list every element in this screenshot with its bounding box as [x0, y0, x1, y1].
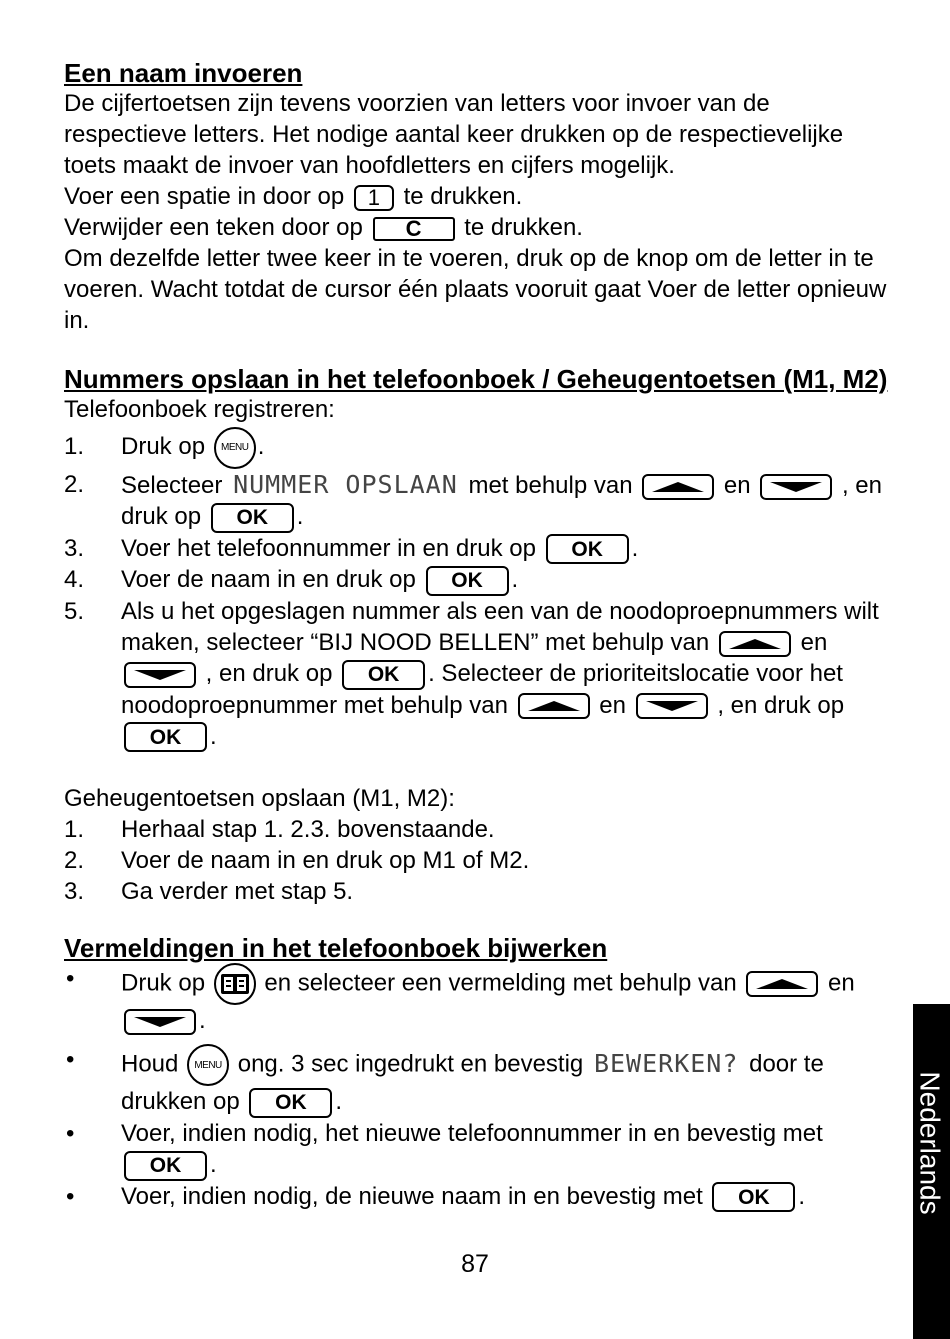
step-4: 4. Voer de naam in en druk op OK . — [64, 564, 888, 596]
phonebook-key-icon — [214, 963, 256, 1005]
ok-key-icon: OK — [249, 1088, 332, 1118]
language-tab-label: Nederlands — [915, 1070, 947, 1215]
memory-step-1: 1. Herhaal stap 1. 2.3. bovenstaande. — [64, 816, 495, 844]
up-arrow-key-icon — [518, 693, 590, 719]
ok-key-icon: OK — [712, 1182, 795, 1212]
step-5: 5. Als u het opgeslagen nummer als een van de noodoproepnummers wilt maken, selecteer “BIJ NOOD BELLEN” met behulp van en , en druk op OK . Selecteer de prioriteitslocatie voor het noodoproepnummer met behulp van en , en druk op OK . — [64, 596, 888, 752]
phonebook-steps — [64, 425, 888, 752]
page-number: 87 — [461, 1250, 489, 1278]
menu-key-icon: MENU — [214, 427, 256, 469]
step-2: 2. Selecteer NUMMER OPSLAAN met behulp van en , en druk op OK . — [64, 469, 888, 533]
up-arrow-key-icon — [746, 971, 818, 997]
edit-bullet-3: • Voer, indien nodig, het nieuwe telefoonnummer in en bevestig met OK . — [64, 1118, 888, 1181]
edit-bullets — [64, 963, 888, 1212]
key-c-icon: C — [373, 217, 455, 241]
ok-key-icon: OK — [342, 660, 425, 690]
down-arrow-key-icon — [636, 693, 708, 719]
edit-bullet-1: • Druk op en selecteer een vermelding met behulp van en . — [66, 965, 855, 1035]
phonebook-register-intro: Telefoonboek registreren: — [64, 396, 335, 423]
memory-step-2: 2. Voer de naam in en druk op M1 of M2. — [64, 847, 530, 875]
lcd-text-nummer-opslaan: NUMMER OPSLAAN — [233, 470, 458, 499]
up-arrow-key-icon — [719, 631, 791, 657]
manual-page — [64, 58, 888, 1212]
step-3: 3. Voer het telefoonnummer in en druk op OK . — [64, 533, 888, 565]
memory-keys-intro: Geheugentoetsen opslaan (M1, M2): — [64, 785, 455, 813]
ok-key-icon: OK — [211, 503, 294, 533]
delete-instruction: Verwijder een teken door op C te drukken. — [64, 214, 583, 242]
name-entry-description: De cijfertoetsen zijn tevens voorzien van letters voor invoer van de respectieve letters. Het nodige aantal keer drukken op de respectievelijke toets maakt de invoer van hoofdletters en cijfers mogelijk. — [64, 90, 844, 179]
step-1: 1. Druk op MENU . — [64, 425, 888, 469]
lcd-text-bewerken: BEWERKEN? — [593, 1048, 739, 1078]
up-arrow-key-icon — [642, 474, 714, 500]
down-arrow-key-icon — [124, 1009, 196, 1035]
down-arrow-key-icon — [760, 474, 832, 500]
down-arrow-key-icon — [124, 662, 196, 688]
section-title-name-entry: Een naam invoeren — [64, 58, 303, 88]
ok-key-icon: OK — [546, 534, 629, 564]
edit-bullet-2: • Houd MENU ong. 3 sec ingedrukt en bevestig BEWERKEN? door te drukken op OK . — [64, 1044, 888, 1118]
section-title-phonebook-edit: Vermeldingen in het telefoonboek bijwerken — [64, 933, 608, 964]
memory-steps — [64, 814, 888, 907]
section-title-phonebook-save: Nummers opslaan in het telefoonboek / Geheugentoetsen (M1, M2) — [64, 364, 888, 394]
ok-key-icon: OK — [426, 566, 509, 596]
memory-step-3: 3. Ga verder met stap 5. — [64, 878, 354, 906]
ok-key-icon: OK — [124, 722, 207, 752]
double-letter-instruction: Om dezelfde letter twee keer in te voeren, druk op de knop om de letter in te voeren. Wacht totdat de cursor één plaats vooruit gaat Voer de letter opnieuw in. — [64, 245, 887, 334]
ok-key-icon: OK — [124, 1151, 207, 1181]
menu-key-icon: MENU — [187, 1044, 229, 1086]
edit-bullet-4: • Voer, indien nodig, de nieuwe naam in en bevestig met OK . — [64, 1181, 888, 1213]
space-instruction: Voer een spatie in door op 1 te drukken. — [64, 183, 523, 211]
key-1-icon: 1 — [354, 185, 394, 211]
